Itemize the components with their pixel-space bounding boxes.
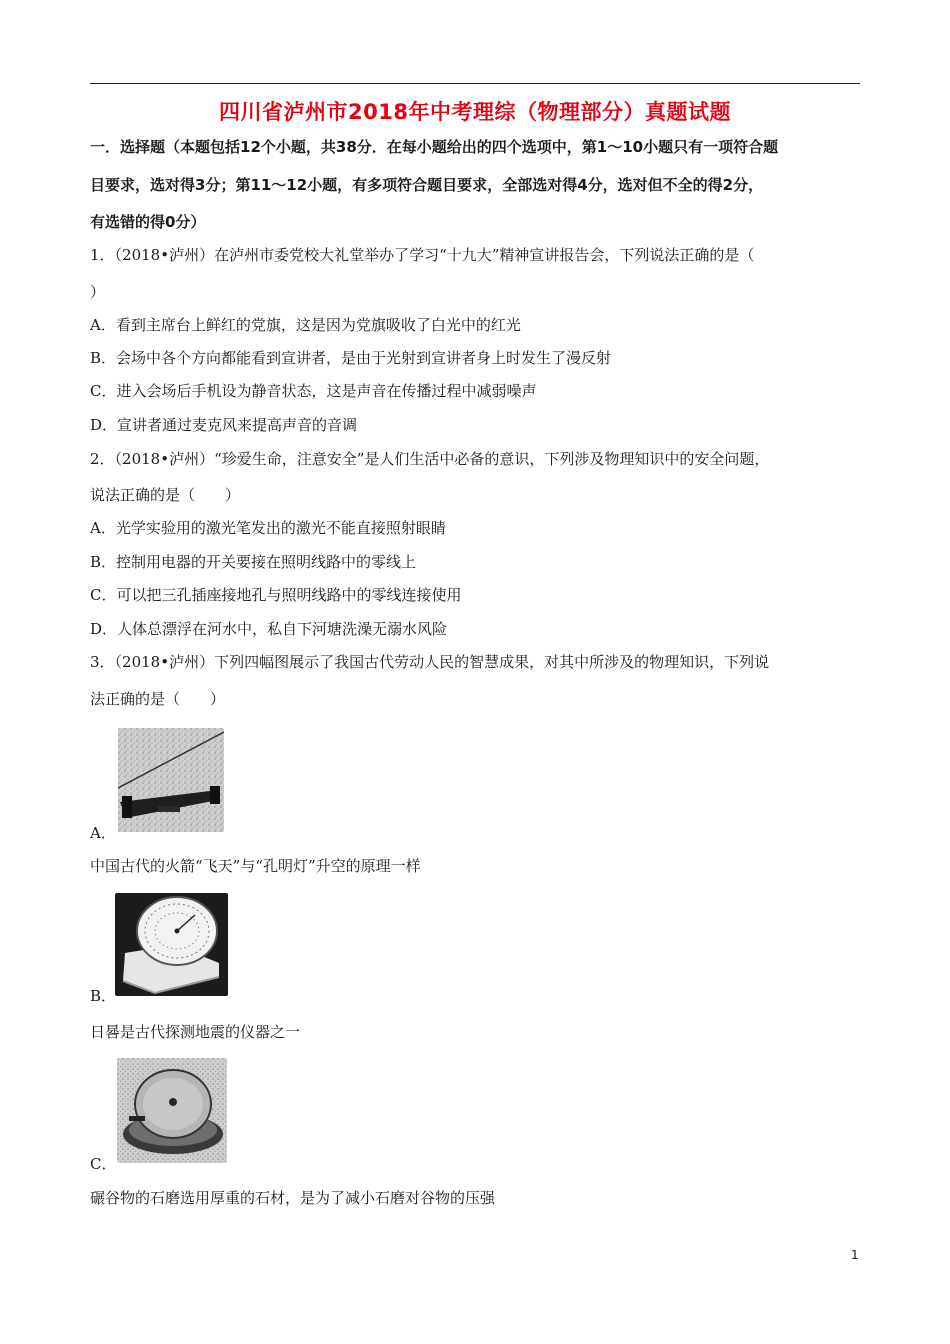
sundial-image — [115, 893, 228, 996]
question-3-option-a-label: A． — [90, 824, 116, 842]
question-3-option-a-text: 中国古代的火箭“飞天”与“孔明灯”升空的原理一样 — [90, 857, 421, 875]
question-2-option-d: D．人体总漂浮在河水中，私自下河塘洗澡无溺水风险 — [90, 620, 448, 638]
rocket-image — [118, 728, 224, 832]
question-1-stem-cont: ） — [90, 283, 106, 301]
question-2-stem-cont: 说法正确的是（ ） — [90, 486, 241, 504]
page-number: 1 — [851, 1248, 859, 1262]
millstone-image — [117, 1058, 227, 1163]
section-instructions-line-2: 目要求，选对得3分；第11～12小题，有多项符合题目要求，全部选对得4分，选对但不全的得2分， — [90, 176, 764, 194]
question-1-option-b: B．会场中各个方向都能看到宣讲者，是由于光射到宣讲者身上时发生了漫反射 — [90, 349, 612, 367]
section-instructions-line-1: 一．选择题（本题包括12个小题，共38分．在每小题给出的四个选项中，第1～10小题只有一项符合题 — [90, 138, 779, 156]
question-1-stem: 1．（2018•泸州）在泸州市委党校大礼堂举办了学习“十九大”精神宣讲报告会，下列说法正确的是（ — [90, 246, 755, 264]
question-1-option-d: D．宣讲者通过麦克风来提高声音的音调 — [90, 416, 358, 434]
question-2-option-a: A．光学实验用的激光笔发出的激光不能直接照射眼睛 — [90, 519, 446, 537]
document-title: 四川省泸州市2018年中考理综（物理部分）真题试题 — [219, 100, 731, 124]
question-3-option-b-label: B． — [90, 987, 117, 1005]
question-3-stem-cont: 法正确的是（ ） — [90, 690, 226, 708]
question-3-stem: 3．（2018•泸州）下列四幅图展示了我国古代劳动人民的智慧成果，对其中所涉及的物理知识，下列说 — [90, 653, 770, 671]
section-instructions-line-3: 有选错的得0分） — [90, 213, 206, 231]
question-2-option-c: C．可以把三孔插座接地孔与照明线路中的零线连接使用 — [90, 586, 462, 604]
question-3-option-c-text: 碾谷物的石磨选用厚重的石材，是为了减小石磨对谷物的压强 — [90, 1189, 496, 1207]
question-3-option-c-label: C． — [90, 1155, 117, 1173]
question-1-option-a: A．看到主席台上鲜红的党旗，这是因为党旗吸收了白光中的红光 — [90, 316, 521, 334]
question-3-option-b-text: 日晷是古代探测地震的仪器之一 — [90, 1023, 301, 1041]
question-2-option-b: B．控制用电器的开关要接在照明线路中的零线上 — [90, 553, 417, 571]
question-2-stem: 2．（2018•泸州）“珍爱生命，注意安全”是人们生活中必备的意识，下列涉及物理知识中的安全问题， — [90, 450, 770, 468]
question-1-option-c: C．进入会场后手机设为静音状态，这是声音在传播过程中减弱噪声 — [90, 382, 537, 400]
top-rule — [90, 83, 860, 84]
